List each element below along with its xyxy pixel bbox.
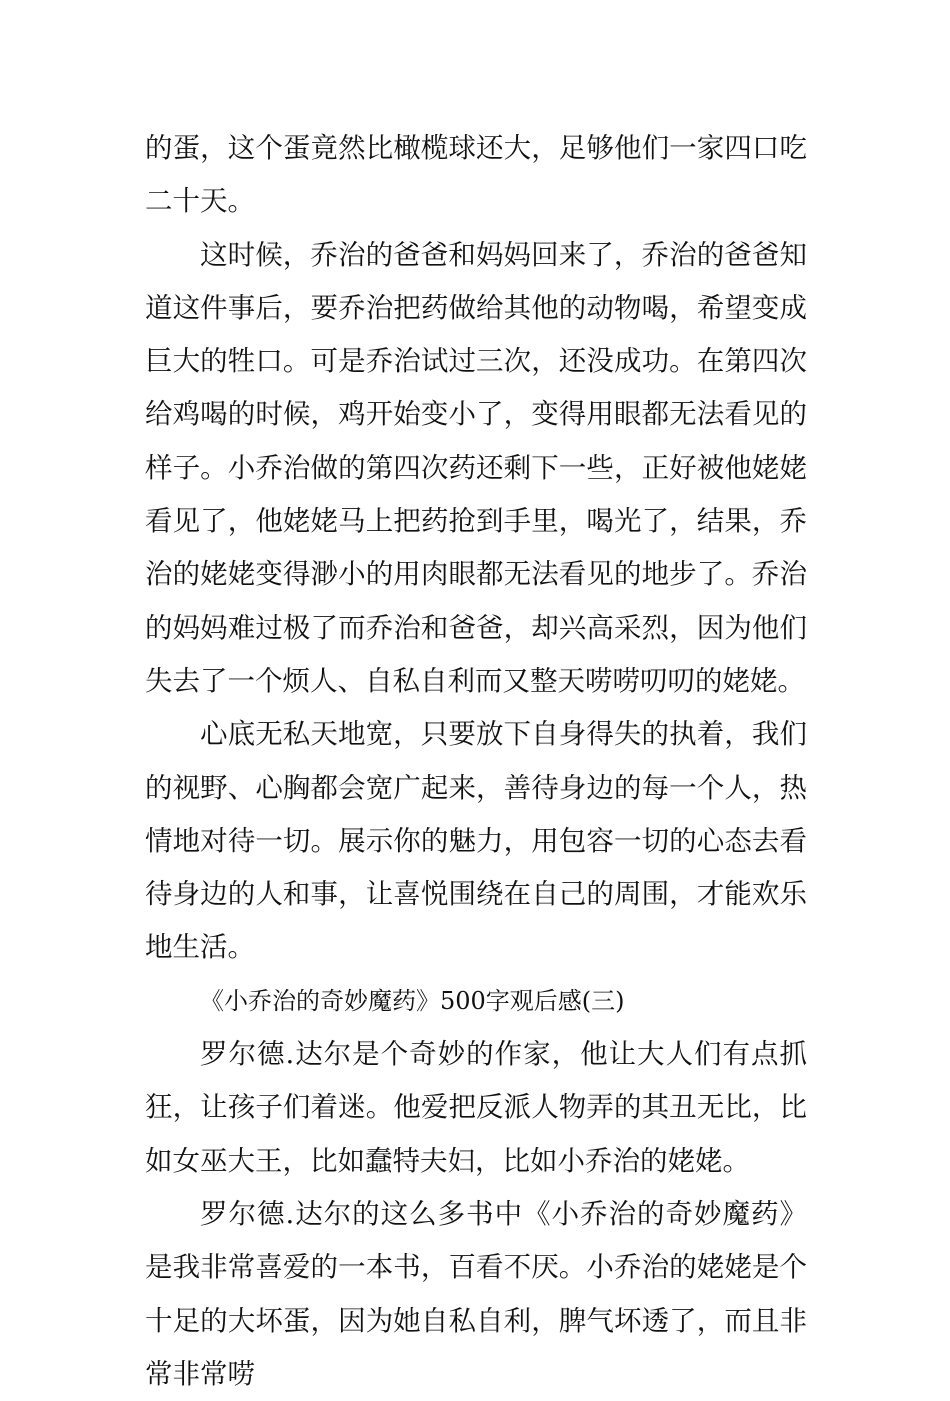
paragraph-body: 罗尔德.达尔是个奇妙的作家，他让大人们有点抓狂，让孩子们着迷。他爱把反派人物弄的其丑无比，比如女巫大王，比如蠢特夫妇，比如小乔治的姥姥。 [145,1038,807,1177]
document-page [145,122,807,1401]
paragraph-continuation: 的蛋，这个蛋竟然比橄榄球还大，足够他们一家四口吃二十天。 [145,132,807,218]
section-heading: 《小乔治的奇妙魔药》500字观后感(三) [200,986,625,1015]
paragraph-body: 这时候，乔治的爸爸和妈妈回来了，乔治的爸爸知道这件事后，要乔治把药做给其他的动物喝，希望变成巨大的牲口。可是乔治试过三次，还没成功。在第四次给鸡喝的时候，鸡开始变小了，变得用眼都无法看见的样子。小乔治做的第四次药还剩下一些，正好被他姥姥看见了，他姥姥马上把药抢到手里，喝光了，结果，乔治的姥姥变得渺小的用肉眼都无法看见的地步了。乔治的妈妈难过极了而乔治和爸爸，却兴高采烈，因为他们失去了一个烦人、自私自利而又整天唠唠叨叨的姥姥。 [145,238,807,697]
paragraph-body: 罗尔德.达尔的这么多书中《小乔治的奇妙魔药》是我非常喜爱的一本书，百看不厌。小乔治的姥姥是个十足的大坏蛋，因为她自私自利，脾气坏透了，而且非常非常唠 [145,1197,807,1390]
paragraph-body: 心底无私天地宽，只要放下自身得失的执着，我们的视野、心胸都会宽广起来，善待身边的每一个人，热情地对待一切。展示你的魅力，用包容一切的心态去看待身边的人和事，让喜悦围绕在自己的周围，才能欢乐地生活。 [145,718,807,964]
